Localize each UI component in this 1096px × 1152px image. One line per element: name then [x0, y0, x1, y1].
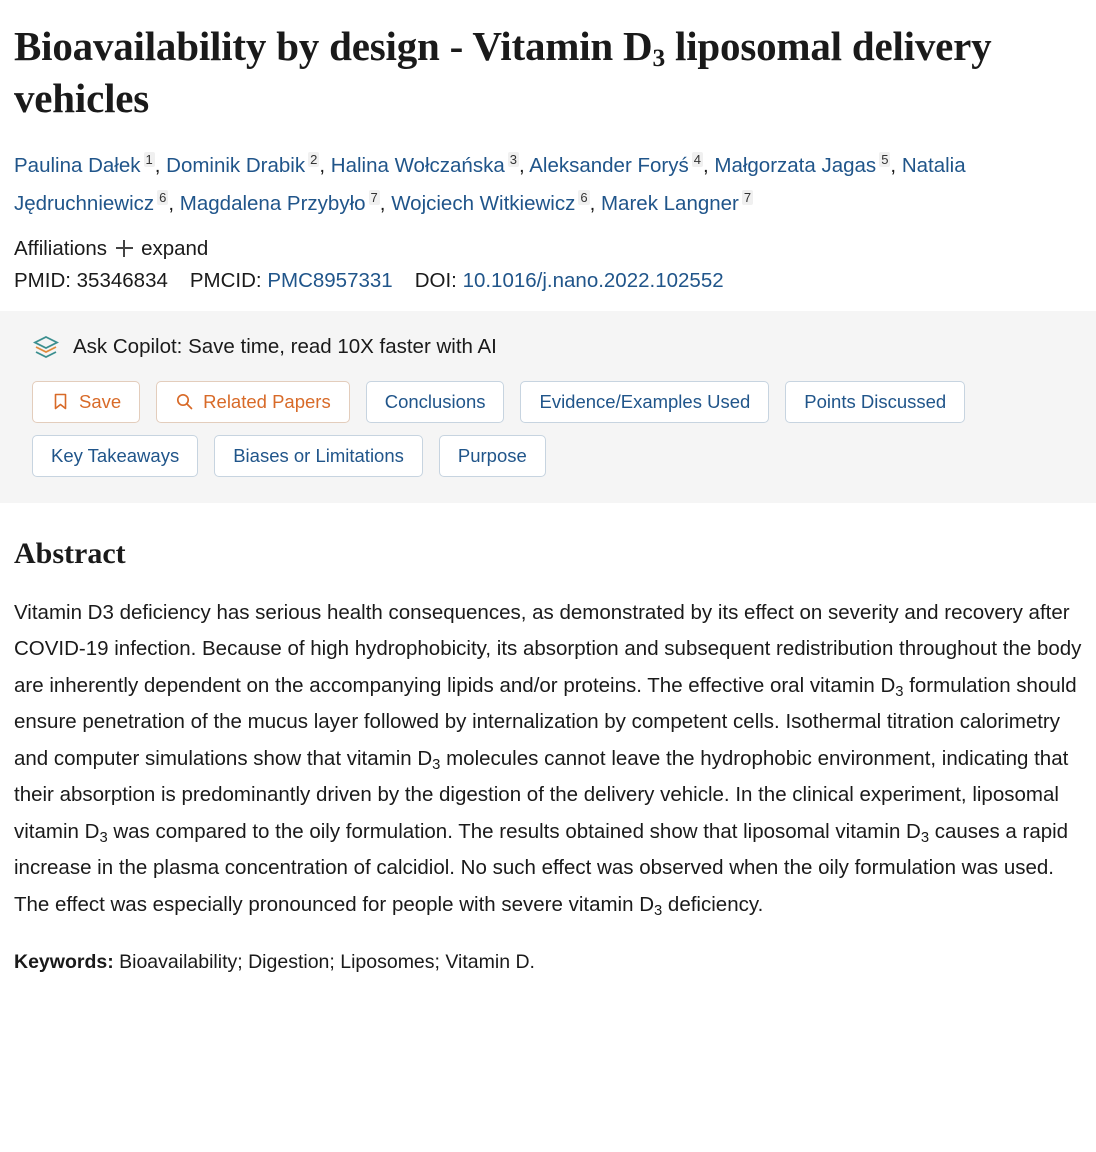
- biases-limitations-button[interactable]: [214, 435, 423, 477]
- author-entry: [180, 192, 391, 215]
- title-dash: -: [449, 23, 473, 69]
- author-affiliation-marker[interactable]: 1: [145, 152, 153, 168]
- key-takeaways-button[interactable]: [32, 435, 198, 477]
- copilot-stack-icon: [32, 333, 60, 361]
- author-link[interactable]: Aleksander Foryś: [529, 153, 689, 177]
- pmid-value: 35346834: [76, 268, 168, 292]
- abstract-text-f: deficiency.: [662, 892, 764, 916]
- author-link[interactable]: Magdalena Przybyło: [179, 191, 366, 215]
- author-link[interactable]: Marek Langner: [600, 191, 739, 215]
- copilot-headline: Ask Copilot: Save time, read 10X faster with AI: [73, 334, 497, 358]
- pmcid-link[interactable]: PMC8957331: [267, 268, 393, 292]
- abstract-heading: Abstract: [14, 536, 126, 570]
- separator: ,: [890, 153, 902, 177]
- purpose-button[interactable]: [439, 435, 546, 477]
- abstract-paragraph: [14, 595, 1082, 923]
- author-list: [14, 147, 1082, 223]
- author-affiliation-marker[interactable]: 4: [693, 152, 701, 168]
- title-part-3: liposomal delivery vehicles: [14, 23, 992, 122]
- author-entry: [166, 154, 331, 177]
- biases-limitations-label: Biases or Limitations: [233, 444, 404, 466]
- copilot-header: [32, 333, 1064, 361]
- title-part-1: Bioavailability by design: [14, 23, 450, 69]
- purpose-label: Purpose: [457, 444, 527, 466]
- author-entry: [331, 154, 529, 177]
- keywords-label: Keywords:: [14, 951, 114, 974]
- abstract-sub-4: 3: [920, 829, 930, 846]
- author-link[interactable]: Wojciech Witkiewicz: [391, 191, 576, 215]
- separator: ,: [319, 153, 331, 177]
- abstract-text-c: molecules cannot leave the hydrophobic environment, indicating that their absorption is predominantly driven by the digestion of the delivery vehicle. In the clinical experiment, liposomal vitamin D: [14, 746, 1069, 843]
- pmid-label: PMID:: [14, 268, 71, 292]
- abstract-text-e: causes a rapid increase in the plasma concentration of calcidiol. No such effect was observed when the oily formulation was used. The effect was especially pronounced for people with severe vitamin D: [14, 819, 1069, 916]
- author-entry: [14, 154, 166, 177]
- save-label: Save: [79, 390, 122, 412]
- abstract-text-b: formulation should ensure penetration of the mucus layer followed by internalization by competent cells. Isothermal titration calorimetry and computer simulations show that vitamin D: [14, 673, 1077, 770]
- bookmark-icon: [51, 392, 70, 411]
- conclusions-button[interactable]: [366, 381, 505, 423]
- identifiers-row: [14, 269, 1082, 293]
- separator: ,: [589, 191, 601, 215]
- author-affiliation-marker[interactable]: 6: [580, 190, 588, 206]
- author-link[interactable]: Natalia Jędruchniewicz: [14, 153, 966, 215]
- pmcid-label: PMCID:: [189, 268, 262, 292]
- separator: ,: [702, 153, 715, 177]
- copilot-panel: [0, 311, 1096, 503]
- related-papers-label: Related Papers: [203, 390, 331, 412]
- author-entry: [601, 192, 753, 215]
- abstract-text-a: Vitamin D3 deficiency has serious health consequences, as demonstrated by its effect on severity and recovery after COVID-19 infection. Because of high hydrophobicity, its absorption and subsequent redistribution throughout the body are inherently dependent on the accompanying lipids and/or proteins. The effective oral vitamin D: [14, 600, 1082, 697]
- author-affiliation-marker[interactable]: 3: [509, 152, 517, 168]
- author-link[interactable]: Małgorzata Jagas: [714, 153, 877, 177]
- save-button[interactable]: [32, 381, 140, 423]
- search-icon: [175, 392, 194, 411]
- author-link[interactable]: Paulina Dałek: [14, 153, 141, 177]
- author-affiliation-marker[interactable]: 7: [370, 190, 378, 206]
- author-affiliation-marker[interactable]: 5: [881, 152, 889, 168]
- keywords-value: Bioavailability; Digestion; Liposomes; Vitamin D.: [113, 951, 535, 974]
- expand-label: expand: [141, 236, 209, 260]
- author-affiliation-marker[interactable]: 7: [743, 190, 752, 206]
- affiliations-row: [14, 237, 1082, 261]
- separator: ,: [379, 191, 392, 215]
- separator: ,: [154, 153, 167, 177]
- points-discussed-label: Points Discussed: [804, 390, 947, 412]
- conclusions-label: Conclusions: [384, 390, 486, 412]
- doi-label: DOI:: [414, 268, 457, 292]
- author-entry: [714, 154, 901, 177]
- copilot-chip-row: [32, 381, 1032, 477]
- evidence-examples-label: Evidence/Examples Used: [539, 390, 751, 412]
- abstract-sub-1: 3: [895, 683, 904, 700]
- related-papers-button[interactable]: [156, 381, 350, 423]
- separator: ,: [168, 191, 180, 215]
- abstract-sub-3: 3: [99, 829, 108, 846]
- author-affiliation-marker[interactable]: 6: [159, 190, 167, 206]
- points-discussed-button[interactable]: [785, 381, 965, 423]
- separator: ,: [518, 153, 530, 177]
- affiliations-expand-button[interactable]: [116, 237, 208, 261]
- abstract-sub-5: 3: [654, 902, 663, 919]
- keywords-row: [14, 947, 1082, 978]
- affiliations-label: Affiliations: [14, 236, 108, 260]
- author-link[interactable]: Halina Wołczańska: [330, 153, 505, 177]
- page-title: [14, 20, 1082, 125]
- title-part-2: Vitamin D: [472, 23, 653, 69]
- author-entry: [391, 192, 601, 215]
- author-link[interactable]: Dominik Drabik: [166, 153, 306, 177]
- abstract-text-d: was compared to the oily formulation. The results obtained show that liposomal vitamin D: [107, 819, 921, 843]
- abstract-section: [14, 503, 1082, 989]
- doi-link[interactable]: 10.1016/j.nano.2022.102552: [462, 268, 724, 292]
- evidence-examples-button[interactable]: [520, 381, 769, 423]
- title-subscript: 3: [652, 44, 665, 72]
- plus-icon: [116, 240, 133, 257]
- author-affiliation-marker[interactable]: 2: [310, 152, 318, 168]
- author-entry: [529, 154, 714, 177]
- key-takeaways-label: Key Takeaways: [51, 444, 180, 466]
- abstract-sub-2: 3: [432, 756, 441, 773]
